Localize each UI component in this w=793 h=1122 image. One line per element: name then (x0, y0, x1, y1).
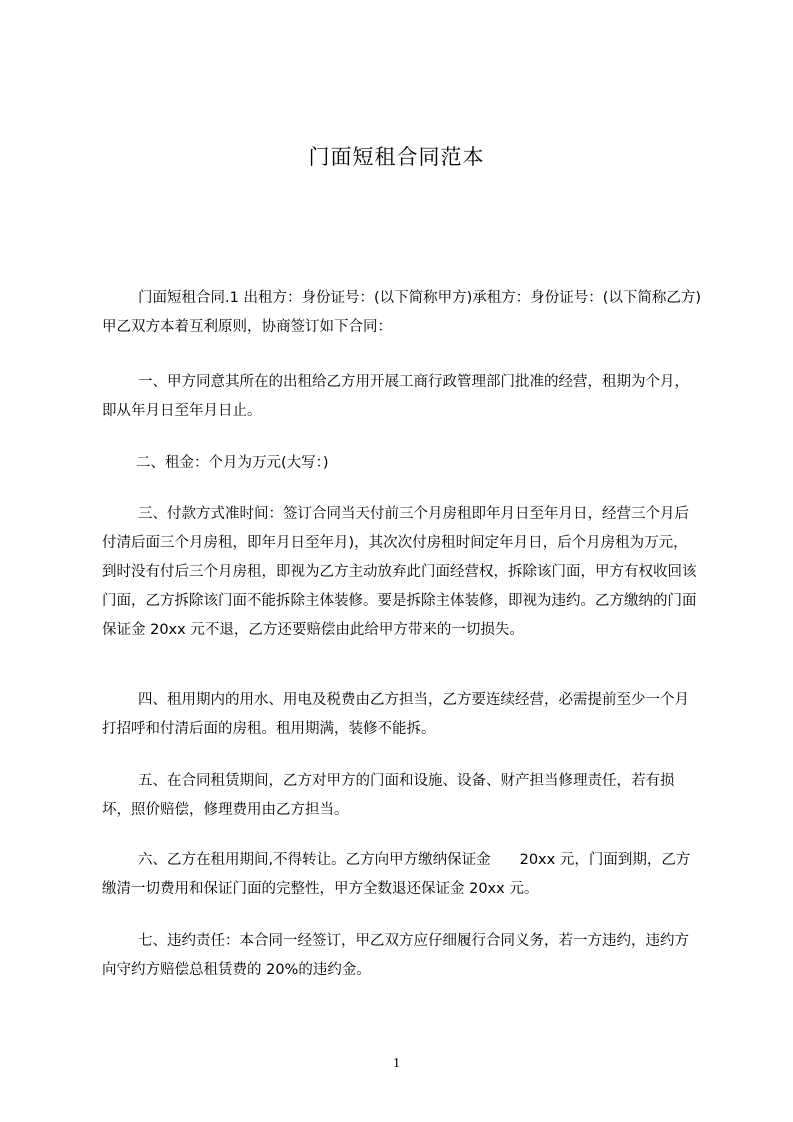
clause-7: 七、违约责任：本合同一经签订，甲乙双方应仔细履行合同义务，若一方违约，违约方向守约方赔偿总租赁费的 20%的违约金。 (102, 933, 689, 978)
document-title: 门面短租合同范本 (308, 145, 485, 169)
intro-paragraph: 门面短租合同.1 出租方：身份证号：(以下简称甲方)承租方：身份证号：(以下简称乙方)甲乙双方本着互利原则，协商签订如下合同： (102, 290, 702, 335)
clause-2: 二、租金：个月为万元(大写：) (136, 455, 329, 471)
clause-6: 六、乙方在租用期间,不得转让。乙方向甲方缴纳保证金 20xx 元，门面到期，乙方缴清一切费用和保证门面的完整性，甲方全数退还保证金 20xx 元。 (102, 852, 691, 897)
clause-3: 三、付款方式准时间：签订合同当天付前三个月房租即年月日至年月日，经营三个月后付清后面三个月房租，即年月日至年月)，其次次付房租时间定年月日，后个月房租为万元，到时没有付后三个月房租，即视为乙方主动放弃此门面经营权，拆除该门面，甲方有权收回该门面，乙方拆除该门面不能拆除主体装修。要是拆除主体装修，即视为违约。乙方缴纳的门面保证金 20xx 元不退，乙方还要赔偿由此给甲方带来的一切损失。 (102, 506, 697, 638)
clause-4: 四、租用期内的用水、用电及税费由乙方担当，乙方要连续经营，必需提前至少一个月打招呼和付清后面的房租。租用期满，装修不能拆。 (102, 692, 689, 737)
clause-1: 一、甲方同意其所在的出租给乙方用开展工商行政管理部门批准的经营，租期为个月，即从年月日至年月日止。 (102, 374, 689, 419)
clause-5: 五、在合同租赁期间，乙方对甲方的门面和设施、设备、财产担当修理责任，若有损坏，照价赔偿，修理费用由乙方担当。 (102, 773, 675, 818)
page-number: 1 (393, 1056, 400, 1071)
